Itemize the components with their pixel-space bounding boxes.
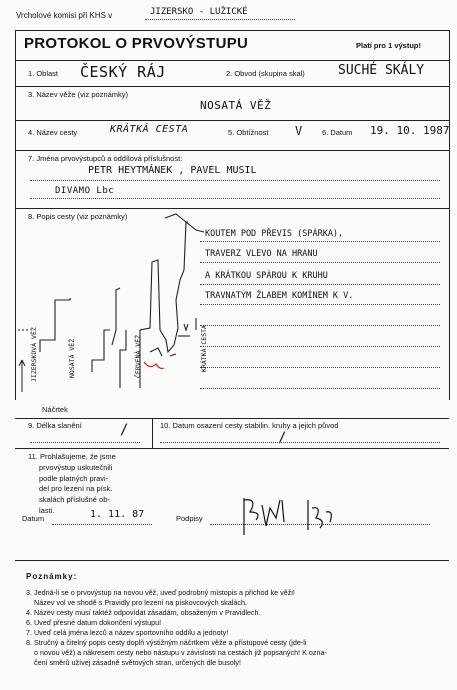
note-item: o novou věž) a nákresem cesty nebo nástupu v závislosti na cestách již popsaných! K ozna- — [34, 648, 327, 657]
obvod-value: SUCHÉ SKÁLY — [338, 63, 425, 78]
datum-value: 19. 10. 1987 — [370, 124, 450, 137]
slaneni-dash: / — [120, 422, 129, 438]
kruhy-label: 10. Datum osazení cesty stabilin. kruhy a jejich původ — [160, 421, 339, 430]
obtiznost-label: 5. Obtížnost — [228, 128, 269, 137]
commission-label: Vrcholové komisi při KHS v — [16, 11, 113, 20]
popis-line: KOUTEM POD PŘEVIS (SPÁRKA), — [205, 229, 344, 239]
obtiznost-value: V — [295, 124, 303, 138]
popis-line: A KRÁTKOU SPÁROU K KRUHU — [205, 271, 328, 281]
kruhy-dash: / — [278, 430, 287, 446]
popis-label: 8. Popis cesty (viz poznámky) — [28, 212, 128, 221]
prohlaseni-line: podle platných pravi- — [39, 473, 109, 483]
prohlaseni-line: skalách příslušné ob- — [39, 495, 110, 505]
popis-line: TRAVNATÝM ŽLABEM KOMÍNEM K V. — [205, 291, 354, 301]
sketch-label: NOSATÁ VĚŽ — [68, 338, 76, 378]
sketch-label: ČERVENÁ VĚŽ — [134, 334, 142, 378]
datum2-value: 1. 11. 87 — [90, 509, 145, 520]
obvod-label: 2. Obvod (skupina skal) — [226, 69, 305, 78]
row-divider — [15, 560, 449, 561]
veze-label: 3. Název věže (viz poznámky) — [28, 90, 129, 99]
datum2-label: Datum — [22, 514, 45, 523]
note-item: 6. Uveď přesné datum dokončení výstupu! — [26, 618, 162, 627]
notes-heading: Poznámky: — [26, 572, 78, 581]
note-item: 4. Název cesty musí taktéž odpovídat zásadám, obsaženým v Pravidlech. — [26, 608, 261, 617]
prohlaseni-line: del pro lezení na písk. — [39, 484, 113, 494]
valid-note: Platí pro 1 výstup! — [356, 41, 422, 50]
prohlaseni-line: prvovýstup uskutečnili — [39, 462, 113, 472]
note-item: 3. Jedná-li se o prvovýstup na novou věž, uveď podrobný místopis a přichod ke věži! — [26, 588, 295, 597]
nacrtek-label: Náčrtek — [42, 405, 68, 414]
note-item: čení směrů užívej zásadně světových stran, určených dle busoly! — [34, 658, 241, 667]
jmena-line2: DIVAMO Lbc — [55, 186, 115, 196]
veze-value: NOSATÁ VĚŽ — [200, 99, 272, 112]
cesta-value: KRÁTKÁ CESTA — [110, 124, 189, 135]
prohlaseni-line: lasti. — [39, 505, 55, 515]
oblast-label: 1. Oblast — [28, 69, 59, 78]
note-item: 8. Stručný a čitelný popis cesty doplň výstižným náčrtkem věže a přístupové cesty (jde-li — [26, 638, 307, 647]
jmena-label: 7. Jména prvovýstupců a oddílová příslušnost: — [28, 154, 183, 163]
slaneni-label: 9. Délka slanění — [28, 421, 82, 430]
jmena-line1: PETR HEYTMÁNEK , PAVEL MUSIL — [88, 165, 257, 176]
page-title: PROTOKOL O PRVOVÝSTUPU — [24, 35, 249, 52]
cesta-label: 4. Název cesty — [28, 128, 78, 137]
note-item: Název vol ve shodě s Pravidly pro lezení na pískovcových skalách. — [34, 598, 247, 607]
sketch-label: JIZERSKOVÁ VĚŽ — [30, 327, 38, 382]
popis-line: TRAVERZ VLEVO NA HRANU — [205, 249, 318, 259]
prohlaseni-line: 11. Prohlašujeme, že jsme — [28, 452, 116, 461]
commission-value: JIZERSKO - LUŽICKÉ — [150, 7, 248, 17]
oblast-value: ČESKÝ RÁJ — [80, 63, 166, 81]
note-item: 7. Uveď celá jména lezců a název sportovního oddílu a jednoty! — [26, 628, 229, 637]
notes-list — [26, 588, 327, 668]
sketch-label: KRÁTKÁ CESTA — [200, 325, 208, 372]
podpisy-label: Podpisy — [176, 514, 203, 523]
datum-label: 6. Datum — [322, 128, 353, 137]
